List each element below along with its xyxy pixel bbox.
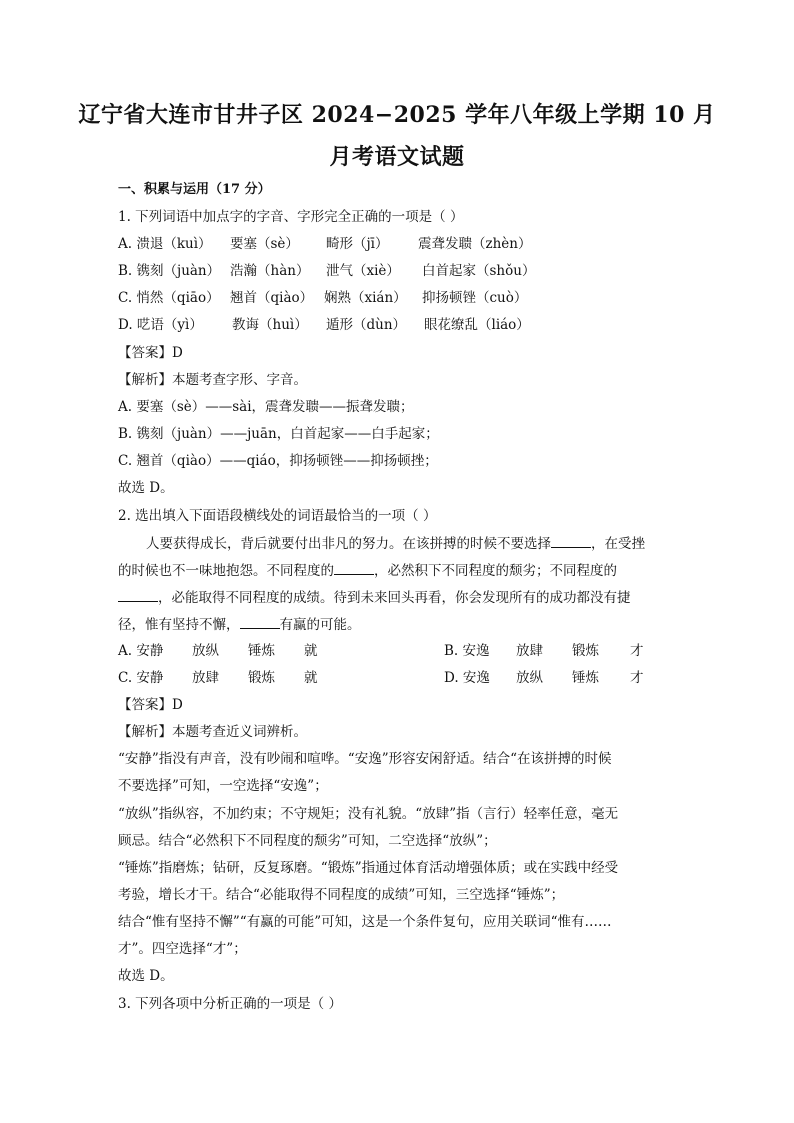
q1-c-3: 娴熟（xián） bbox=[324, 290, 407, 306]
q2-d-4: 才 bbox=[630, 670, 644, 686]
q2-c-2: 放肆 bbox=[192, 670, 219, 686]
q2-a-2: 放纵 bbox=[192, 643, 219, 659]
q3-stem: 3. 下列各项中分析正确的一项是（ ） bbox=[118, 996, 342, 1012]
q2-p4b: 有赢的可能。 bbox=[279, 617, 361, 633]
q1-d-3: 遁形（dùn） bbox=[326, 317, 407, 333]
q1-b-2: 浩瀚（hàn） bbox=[230, 263, 310, 279]
q2-c-1: C. 安静 bbox=[118, 670, 164, 686]
q1-b-4: 白首起家（shǒu） bbox=[422, 263, 536, 279]
fill-blank-4 bbox=[240, 614, 280, 629]
q1-analysis: 【解析】本题考查字形、字音。 bbox=[118, 372, 307, 388]
q2-analysis: 【解析】本题考查近义词辨析。 bbox=[118, 724, 307, 740]
q2-explain-1: “安静”指没有声音，没有吵闹和喧哗。“安逸”形容安闲舒适。结合“在该拼搏的时候 bbox=[118, 751, 612, 767]
q2-explain-6: 考验，增长才干。结合“必能取得不同程度的成绩”可知，三空选择“锤炼”； bbox=[118, 887, 565, 903]
q1-analysis-a: A. 要塞（sè）——sài，震聋发聩——振聋发聩； bbox=[118, 399, 414, 415]
q1-stem: 1. 下列词语中加点字的字音、字形完全正确的一项是（ ） bbox=[118, 209, 464, 225]
q1-c-1: C. 悄然（qiāo） bbox=[118, 290, 220, 306]
q2-b-2: 放肆 bbox=[516, 643, 543, 659]
q2-explain-3: “放纵”指纵容，不加约束；不守规矩；没有礼貌。“放肆”指（言行）轻率任意，毫无 bbox=[118, 806, 619, 822]
q1-b-3: 泄气（xiè） bbox=[326, 263, 400, 279]
q2-b-4: 才 bbox=[630, 643, 644, 659]
q2-d-1: D. 安逸 bbox=[444, 670, 490, 686]
q1-d-1: D. 呓语（yì） bbox=[118, 317, 203, 333]
q2-explain-7: 结合“惟有坚持不懈”“有赢的可能”可知，这是一个条件复句，应用关联词“惟有…… bbox=[118, 914, 612, 930]
q2-p1b: ，在受挫 bbox=[591, 536, 645, 552]
q2-option-c bbox=[118, 668, 318, 688]
q2-conclusion: 故选 D。 bbox=[118, 968, 174, 984]
q1-d-4: 眼花缭乱（liáo） bbox=[424, 317, 530, 333]
q2-p3b: ，必能取得不同程度的成绩。待到未来回头再看，你会发现所有的成功都没有捷 bbox=[158, 590, 631, 606]
q2-stem: 2. 选出填入下面语段横线处的词语最恰当的一项（ ） bbox=[118, 508, 437, 524]
fill-blank-3 bbox=[118, 587, 158, 602]
fill-blank-2 bbox=[334, 560, 374, 575]
q2-d-2: 放纵 bbox=[516, 670, 543, 686]
q2-a-1: A. 安静 bbox=[118, 643, 164, 659]
q1-option-c bbox=[118, 288, 527, 308]
page-title: 辽宁省大连市甘井子区 2024−2025 学年八年级上学期 10 月 bbox=[78, 102, 716, 128]
q1-analysis-b: B. 镌刻（juàn）——juān，白首起家——白手起家； bbox=[118, 426, 439, 442]
q2-passage-line2 bbox=[118, 560, 617, 581]
q1-c-4: 抑扬顿锉（cuò） bbox=[422, 290, 528, 306]
q2-option-d bbox=[444, 668, 644, 688]
q2-passage-line3 bbox=[118, 587, 631, 608]
q1-answer: 【答案】D bbox=[118, 345, 183, 361]
q2-passage-line4 bbox=[118, 614, 361, 635]
q2-p2b: ，必然积下不同程度的颓劣；不同程度的 bbox=[374, 563, 617, 579]
q2-p1a: 人要获得成长，背后就要付出非凡的努力。在该拼搏的时候不要选择 bbox=[146, 536, 551, 552]
q1-option-b bbox=[118, 261, 535, 281]
q2-b-3: 锻炼 bbox=[572, 643, 599, 659]
q1-analysis-c: C. 翘首（qiào）——qiáo，抑扬顿锉——抑扬顿挫； bbox=[118, 453, 438, 469]
q1-a-3: 畸形（jī） bbox=[326, 236, 389, 252]
q1-a-2: 要塞（sè） bbox=[230, 236, 299, 252]
q2-p2a: 的时候也不一味地抱怨。不同程度的 bbox=[118, 563, 334, 579]
q2-b-1: B. 安逸 bbox=[444, 643, 490, 659]
q2-option-b bbox=[444, 641, 644, 661]
q2-passage-line1 bbox=[146, 533, 645, 554]
q2-p4a: 径，惟有坚持不懈， bbox=[118, 617, 240, 633]
q1-option-a bbox=[118, 234, 532, 254]
q1-a-4: 震聋发聩（zhèn） bbox=[418, 236, 532, 252]
q1-c-2: 翘首（qiào） bbox=[230, 290, 314, 306]
section-heading: 一、积累与运用（17 分） bbox=[118, 182, 271, 197]
q1-conclusion: 故选 D。 bbox=[118, 480, 174, 496]
q2-a-4: 就 bbox=[304, 643, 318, 659]
q2-answer: 【答案】D bbox=[118, 697, 183, 713]
q2-explain-4: 顾忌。结合“必然积下不同程度的颓劣”可知，二空选择“放纵”； bbox=[118, 833, 497, 849]
q2-d-3: 锤炼 bbox=[572, 670, 599, 686]
q2-explain-5: “锤炼”指磨炼；钻研，反复琢磨。“锻炼”指通过体育活动增强体质；或在实践中经受 bbox=[118, 860, 619, 876]
q1-a-1: A. 溃退（kuì） bbox=[118, 236, 212, 252]
q2-explain-8: 才”。四空选择“才”； bbox=[118, 941, 247, 957]
q2-a-3: 锤炼 bbox=[248, 643, 275, 659]
q1-option-d bbox=[118, 315, 530, 335]
fill-blank-1 bbox=[551, 533, 591, 548]
q2-explain-2: 不要选择”可知，一空选择“安逸”； bbox=[118, 778, 328, 794]
q1-b-1: B. 镌刻（juàn） bbox=[118, 263, 221, 279]
q2-c-4: 就 bbox=[304, 670, 318, 686]
page-subtitle: 月考语文试题 bbox=[329, 144, 465, 170]
q2-c-3: 锻炼 bbox=[248, 670, 275, 686]
q1-d-2: 教诲（huì） bbox=[232, 317, 308, 333]
q2-option-a bbox=[118, 641, 318, 661]
